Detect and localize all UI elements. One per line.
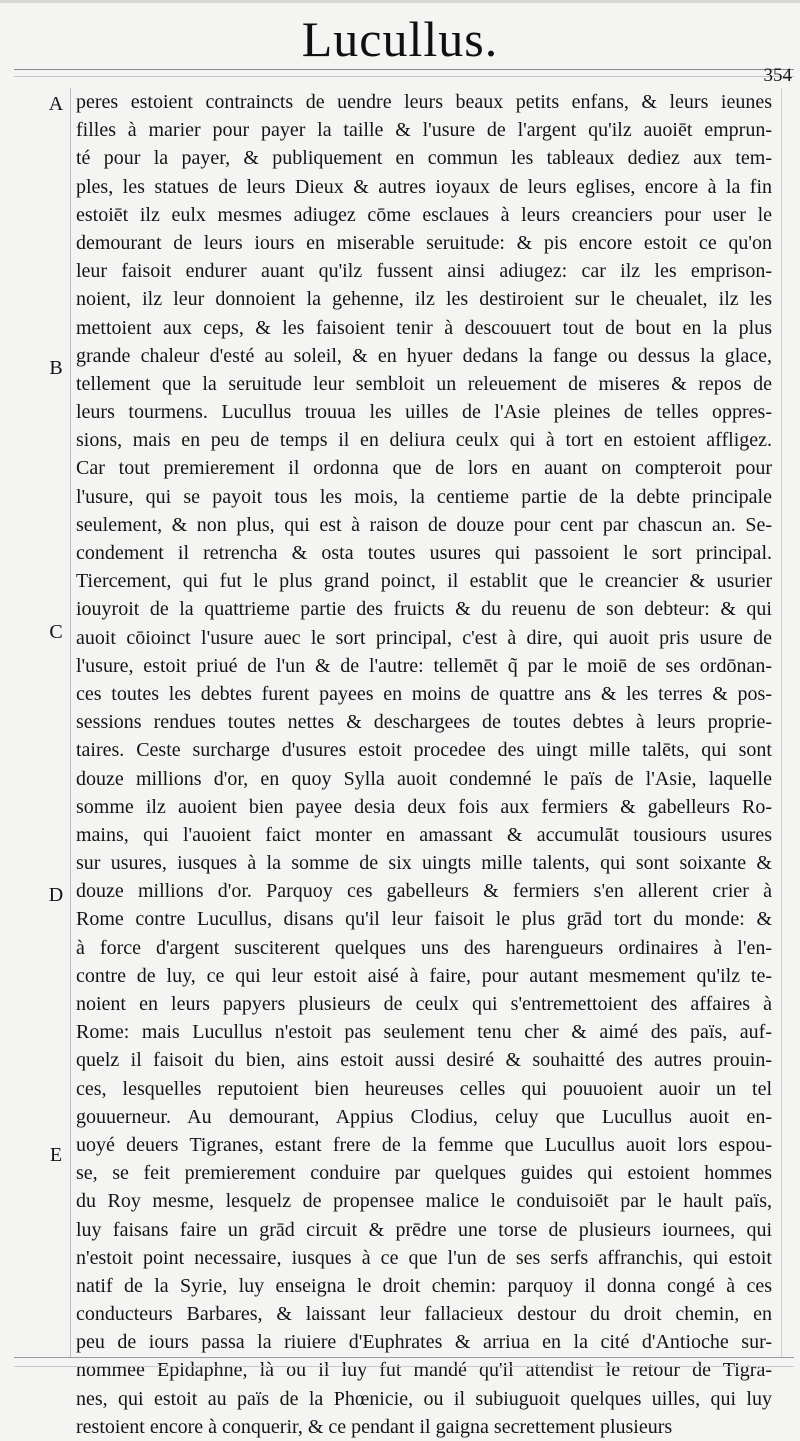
text-line: somme ilz auoient bien payee desia deux fois aux fermiers & gabelleurs Ro- bbox=[76, 795, 772, 818]
text-line: Rome contre Lucullus, disans qu'il leur faisoit le plus grād tort du monde: & bbox=[76, 908, 772, 931]
header-rule bbox=[14, 69, 794, 70]
running-title: Lucullus. bbox=[301, 11, 499, 67]
text-line: tellement que la seruitude leur sembloit un releuement de miseres & repos de bbox=[76, 372, 772, 395]
text-line: nes, qui estoit au païs de la Phœnicie, ou il subiuguoit quelques uilles, qui luy bbox=[76, 1387, 772, 1410]
page-number: 354 bbox=[763, 65, 792, 86]
text-line: peres estoient contraincts de uendre leurs beaux petits enfans, & leurs ieunes bbox=[76, 91, 772, 113]
text-line: mains, qui l'auoient faict monter en amassant & accumulāt tousiours usures bbox=[76, 823, 772, 846]
text-line: filles à marier pour payer la taille & l'usure de l'argent qu'ilz auoiēt emprun- bbox=[76, 119, 772, 142]
text-line: ces, lesquelles reputoient bien heureuses celles qui pouuoient auoir un tel bbox=[76, 1077, 772, 1100]
text-line: luy faisans faire un grād circuit & prēdre une torse de plusieurs iournees, qui bbox=[76, 1218, 772, 1241]
text-line: noient en leurs papyers plusieurs de ceulx qui s'entremettoient des affaires à bbox=[76, 993, 772, 1015]
margin-letter-b: B bbox=[49, 357, 63, 379]
text-line: leurs tourmens. Lucullus trouua les uilles de l'Asie pleines de telles oppres- bbox=[76, 401, 772, 424]
text-line: douze millions d'or. Parquoy ces gabelleurs & fermiers s'en allerent crier à bbox=[76, 880, 772, 903]
text-line: té pour la payer, & publiquement en commun les tableaux dediez aux tem- bbox=[76, 147, 772, 170]
text-line: grande chaleur d'esté au soleil, & en hyuer dedans la fange ou dessus la glace, bbox=[76, 344, 772, 367]
text-line: Car tout premierement il ordonna que de lors en auant on compteroit pour bbox=[76, 457, 772, 480]
margin-letter-e: E bbox=[49, 1144, 63, 1166]
text-line: demourant de leurs iours en miserable seruitude: & pis encore estoit ce qu'on bbox=[76, 231, 772, 254]
footer-rule-secondary bbox=[14, 1366, 794, 1367]
text-line: contre de luy, ce qui leur estoit aisé à faire, pour autant mesmement qu'ilz te- bbox=[76, 964, 772, 987]
text-line: restoient encore à conquerir, & ce pendant il gaigna secrettement plusieurs bbox=[76, 1415, 673, 1438]
text-margin-rule bbox=[70, 88, 71, 1358]
text-line: l'usure, qui se payoit tous les mois, la centieme partie de la debte principale bbox=[76, 485, 772, 508]
text-line: peu de iours passa la riuiere d'Euphrates & arriua en la cité d'Antioche sur- bbox=[76, 1331, 772, 1354]
text-line: nommee Epidaphne, là ou il luy fut mandé qu'il attendist le retour de Tigra- bbox=[76, 1359, 772, 1382]
text-line: seulement, & non plus, qui est à raison de douze pour cent par chascun an. Se- bbox=[76, 513, 772, 536]
text-line: uoyé deuers Tigranes, estant frere de la femme que Lucullus auoit lors espou- bbox=[76, 1133, 772, 1156]
text-line: auoit cōioinct l'usure auec le sort principal, c'est à dire, qui auoit pris usure de bbox=[76, 626, 772, 649]
margin-letter-a: A bbox=[48, 93, 64, 115]
text-line: iouyroit de la quattrieme partie des fruicts & du reuenu de son debteur: & qui bbox=[76, 598, 772, 621]
text-line: douze millions d'or, en quoy Sylla auoit condemné le païs de l'Asie, laquelle bbox=[76, 767, 772, 790]
text-line: condement il retrencha & osta toutes usures qui passoient le sort principal. bbox=[76, 542, 772, 564]
body-text bbox=[76, 88, 772, 1441]
text-line: sessions rendues toutes nettes & deschargees de toutes debtes à leurs proprie- bbox=[76, 711, 772, 734]
text-line: l'usure, estoit priué de l'un & de l'autre: tellemēt q̃ par le moiē de ses ordōnan- bbox=[76, 654, 772, 677]
footer-rule bbox=[14, 1357, 794, 1358]
text-line: estoiēt ilz eulx mesmes adiugez cōme esclaues à leurs creanciers pour user le bbox=[76, 203, 772, 226]
text-line: leur faisoit endurer auant qu'ilz fussent ainsi adiugez: car ilz les emprison- bbox=[76, 260, 772, 283]
text-line: gouuerneur. Au demourant, Appius Clodius, celuy que Lucullus auoit en- bbox=[76, 1105, 772, 1128]
right-margin-rule bbox=[781, 88, 782, 1358]
margin-letter-d: D bbox=[48, 884, 64, 906]
text-line: à force d'argent susciterent quelques uns des harengueurs ordinaires à l'en- bbox=[76, 936, 772, 959]
text-line: sions, mais en peu de temps il en deliura ceulx qui à tort en estoient affligez. bbox=[76, 429, 772, 452]
text-line: taires. Ceste surcharge d'usures estoit procedee des uingt mille talēts, qui sont bbox=[76, 739, 772, 762]
text-line: du Roy mesme, lesquelz de propensee malice le conduisoiēt par le hault païs, bbox=[76, 1190, 772, 1213]
text-line: se, se feit premierement conduire par quelques guides qui estoient hommes bbox=[76, 1162, 772, 1185]
text-line: quelz il faisoit du bien, ains estoit aussi desiré & souhaitté des autres prouin- bbox=[76, 1049, 772, 1072]
text-line: sur usures, iusques à la somme de six uingts mille talents, qui sont soixante & bbox=[76, 852, 772, 875]
text-line: Rome: mais Lucullus n'estoit pas seulement tenu cher & aimé des païs, auf- bbox=[76, 1021, 772, 1044]
page-top-edge bbox=[0, 0, 800, 3]
header-rule-secondary bbox=[14, 76, 794, 77]
text-line: ces toutes les debtes furent payees en moins de quattre ans & les terres & pos- bbox=[76, 682, 772, 705]
text-line: mettoient aux ceps, & les faisoient tenir à descouuert tout de bout en la plus bbox=[76, 316, 772, 339]
text-line: conducteurs Barbares, & laissant leur fallacieux destour du droit chemin, en bbox=[76, 1303, 772, 1326]
text-line: n'estoit point necessaire, iusques à ce que l'un de ses serfs affranchis, qui estoit bbox=[76, 1246, 772, 1269]
text-line: ples, les statues de leurs Dieux & autres ioyaux de leurs eglises, encore à la fin bbox=[76, 175, 772, 198]
text-line: noient, ilz leur donnoient la gehenne, ilz les destiroient sur le cheualet, ilz les bbox=[76, 288, 772, 311]
text-line: Tiercement, qui fut le plus grand poinct, il establit que le creancier & usurier bbox=[76, 570, 772, 593]
text-line: natif de la Syrie, luy enseigna le droit chemin: parquoy il donna congé à ces bbox=[76, 1274, 772, 1297]
margin-letter-c: C bbox=[49, 621, 63, 643]
